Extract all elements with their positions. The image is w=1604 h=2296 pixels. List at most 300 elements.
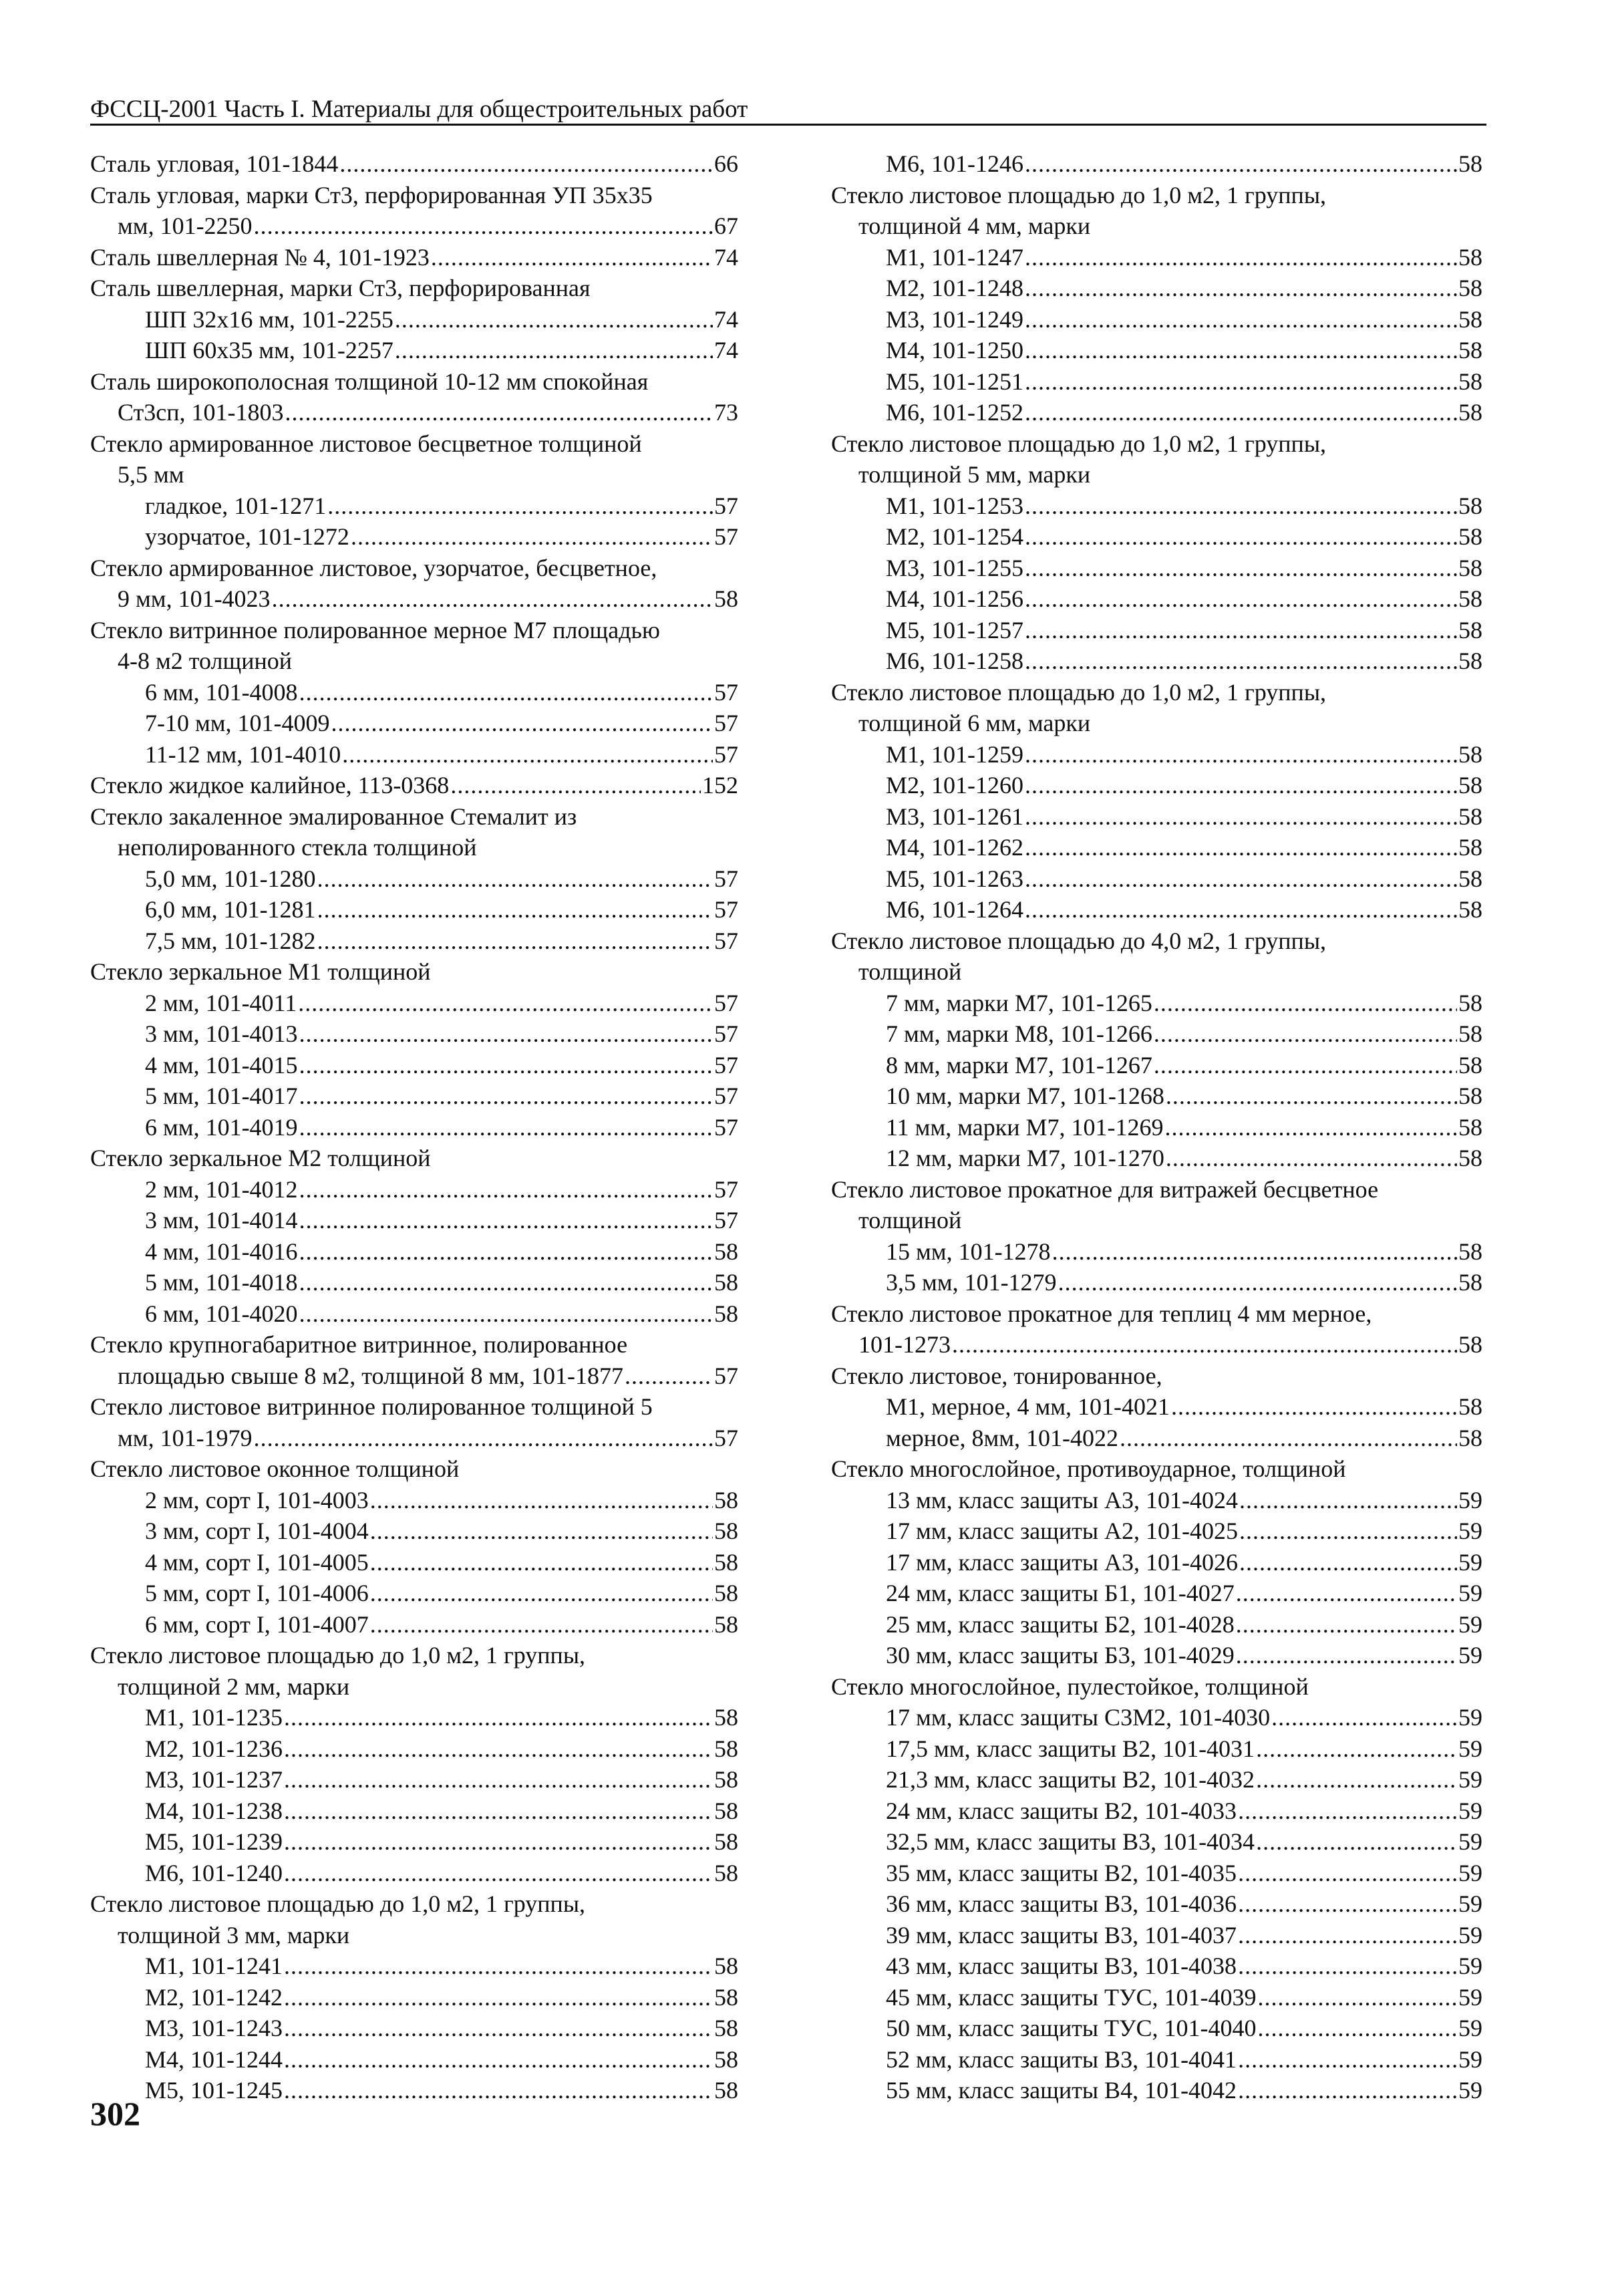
entry-text: М4, 101-1238 [145, 1797, 283, 1824]
dot-leader [1165, 1112, 1458, 1143]
entry-text: М1, 101-1253 [886, 492, 1023, 519]
entry-page-ref: 59 [1458, 1859, 1482, 1886]
dot-leader [284, 1764, 713, 1796]
entry-page-ref: 57 [714, 523, 738, 550]
index-entry [831, 615, 1482, 646]
index-heading [90, 1671, 738, 1703]
entry-page-ref: 58 [1458, 648, 1482, 674]
entry-text: Стекло жидкое калийное, 113-0368 [90, 772, 450, 799]
index-entry [831, 521, 1482, 553]
dot-leader [1025, 770, 1457, 801]
entry-page-ref: 58 [1458, 1051, 1482, 1079]
entry-text: 12 мм, марки М7, 101-1270 [886, 1145, 1164, 1171]
dot-leader [1238, 1888, 1457, 1920]
running-header: ФССЦ-2001 Часть I. Материалы для общестроительных работ [90, 96, 1486, 126]
entry-page-ref: 58 [714, 1735, 738, 1762]
entry-text: М6, 101-1252 [886, 399, 1023, 426]
index-entry [831, 1796, 1482, 1827]
entry-page-ref: 74 [714, 243, 738, 271]
entry-text: неполированного стекла толщиной [118, 834, 477, 861]
entry-text: мм, 101-1979 [118, 1424, 253, 1451]
dot-leader [299, 1174, 713, 1205]
entry-text: М3, 101-1237 [145, 1766, 283, 1793]
index-entry [90, 739, 738, 770]
entry-text: 21,3 мм, класс защиты В2, 101-4032 [886, 1766, 1255, 1793]
index-entry [90, 708, 738, 739]
dot-leader [1025, 335, 1457, 366]
index-entry [90, 1018, 738, 1050]
entry-page-ref: 58 [714, 2015, 738, 2041]
entry-page-ref: 58 [1458, 834, 1482, 861]
index-heading [90, 801, 738, 833]
index-entry [831, 1609, 1482, 1640]
entry-text: 4 мм, 101-4016 [145, 1238, 298, 1265]
index-heading [831, 925, 1482, 957]
entry-text: 24 мм, класс защиты В2, 101-4033 [886, 1797, 1237, 1824]
entry-page-ref: 59 [1458, 1921, 1482, 1949]
index-entry [90, 1764, 738, 1796]
dot-leader [1120, 1423, 1457, 1454]
index-heading [831, 677, 1482, 708]
entry-page-ref: 58 [1458, 337, 1482, 364]
entry-text: Сталь швеллерная, марки Ст3, перфорированная [90, 275, 591, 301]
index-entry [90, 925, 738, 957]
entry-text: 9 мм, 101-4023 [118, 585, 271, 612]
entry-page-ref: 57 [714, 989, 738, 1016]
entry-page-ref: 57 [714, 865, 738, 892]
entry-text: 5 мм, сорт I, 101-4006 [145, 1580, 369, 1606]
entry-text: ШП 32х16 мм, 101-2255 [145, 305, 393, 333]
entry-text: Стекло листовое, тонированное, [831, 1362, 1162, 1389]
dot-leader [339, 148, 713, 180]
index-entry [90, 583, 738, 615]
index-heading [831, 708, 1482, 739]
index-entry [90, 2075, 738, 2106]
dot-leader [299, 677, 713, 708]
entry-text: М5, 101-1257 [886, 616, 1023, 643]
entry-text: толщиной 4 мм, марки [858, 212, 1091, 239]
entry-text: 4 мм, сорт I, 101-4005 [145, 1548, 369, 1576]
entry-page-ref: 58 [714, 1766, 738, 1793]
index-entry [831, 1982, 1482, 2013]
entry-text: мерное, 8мм, 101-4022 [886, 1424, 1118, 1451]
entry-text: М2, 101-1260 [886, 772, 1023, 799]
entry-page-ref: 57 [714, 1051, 738, 1079]
index-entry [831, 1920, 1482, 1951]
index-entry [831, 1485, 1482, 1516]
dot-leader [284, 2013, 713, 2044]
entry-text: 13 мм, класс защиты А3, 101-4024 [886, 1486, 1239, 1514]
index-entry [831, 1578, 1482, 1609]
index-heading [90, 1640, 738, 1671]
index-entry [90, 1609, 738, 1640]
entry-page-ref: 58 [714, 585, 738, 612]
index-column-left [90, 148, 738, 2106]
entry-text: 17 мм, класс защиты С3М2, 101-4030 [886, 1704, 1271, 1731]
entry-text: Ст3сп, 101-1803 [118, 399, 284, 426]
index-entry [90, 1796, 738, 1827]
entry-page-ref: 58 [1458, 1238, 1482, 1265]
entry-page-ref: 58 [1458, 1424, 1482, 1451]
entry-text: 6 мм, 101-4008 [145, 678, 298, 706]
entry-text: М2, 101-1254 [886, 523, 1023, 550]
entry-text: 7 мм, марки М7, 101-1265 [886, 989, 1152, 1016]
entry-text: М5, 101-1245 [145, 2077, 283, 2104]
dot-leader [370, 1547, 713, 1578]
entry-text: толщиной 6 мм, марки [858, 710, 1091, 736]
index-entry [90, 521, 738, 553]
entry-page-ref: 58 [1458, 865, 1482, 892]
entry-page-ref: 58 [714, 1704, 738, 1731]
index-entry [90, 1298, 738, 1330]
index-heading [90, 1888, 738, 1920]
entry-page-ref: 59 [1458, 2077, 1482, 2104]
entry-text: М5, 101-1263 [886, 865, 1023, 892]
dot-leader [1238, 2075, 1457, 2106]
dot-leader [431, 242, 713, 273]
entry-text: М1, 101-1241 [145, 1953, 283, 1979]
dot-leader [299, 1050, 713, 1081]
entry-text: 30 мм, класс защиты Б3, 101-4029 [886, 1642, 1235, 1669]
index-heading [90, 832, 738, 863]
dot-leader [1239, 1516, 1457, 1547]
entry-page-ref: 59 [1458, 1983, 1482, 2011]
index-entry [831, 1516, 1482, 1547]
dot-leader [284, 1826, 713, 1858]
dot-leader [370, 1609, 713, 1640]
index-entry [831, 397, 1482, 428]
entry-text: 5 мм, 101-4018 [145, 1269, 298, 1296]
index-heading [90, 428, 738, 460]
index-entry [90, 2013, 738, 2044]
index-entry [831, 2075, 1482, 2106]
entry-text: М6, 101-1258 [886, 648, 1023, 674]
index-entry [831, 894, 1482, 925]
entry-text: 25 мм, класс защиты Б2, 101-4028 [886, 1610, 1235, 1638]
entry-text: 43 мм, класс защиты В3, 101-4038 [886, 1953, 1237, 1979]
index-heading [90, 459, 738, 490]
index-entry [90, 242, 738, 273]
index-entry [90, 1982, 738, 2013]
entry-text: 2 мм, сорт I, 101-4003 [145, 1486, 369, 1514]
entry-page-ref: 57 [714, 710, 738, 736]
index-entry [90, 677, 738, 708]
entry-text: 7-10 мм, 101-4009 [145, 710, 330, 736]
dot-leader [1025, 521, 1457, 553]
dot-leader [1025, 304, 1457, 335]
entry-text: Стекло листовое площадью до 1,0 м2, 1 группы, [90, 1642, 586, 1669]
index-heading [831, 956, 1482, 988]
dot-leader [1236, 1640, 1457, 1671]
index-heading [831, 428, 1482, 460]
entry-page-ref: 58 [1458, 740, 1482, 768]
entry-text: 52 мм, класс защиты В3, 101-4041 [886, 2045, 1237, 2073]
index-entry [831, 273, 1482, 304]
index-entry [831, 1236, 1482, 1268]
entry-text: толщиной [858, 1207, 962, 1234]
entry-page-ref: 58 [1458, 368, 1482, 395]
index-entry [90, 1174, 738, 1205]
entry-page-ref: 58 [1458, 399, 1482, 426]
index-entry [90, 1267, 738, 1298]
dot-leader [284, 2075, 713, 2106]
dot-leader [1238, 1858, 1457, 1889]
entry-page-ref: 58 [714, 1269, 738, 1296]
index-entry [831, 1267, 1482, 1298]
entry-page-ref: 58 [1458, 1145, 1482, 1171]
entry-text: 7,5 мм, 101-1282 [145, 927, 316, 954]
dot-leader [1025, 894, 1457, 925]
dot-leader [1166, 1143, 1457, 1174]
dot-leader [1238, 1951, 1457, 1982]
index-entry [90, 988, 738, 1019]
dot-leader [1025, 242, 1457, 273]
dot-leader [1154, 1050, 1457, 1081]
index-entry [831, 1640, 1482, 1671]
entry-page-ref: 57 [714, 1175, 738, 1203]
index-entry [90, 304, 738, 335]
entry-page-ref: 57 [714, 1083, 738, 1109]
dot-leader [1166, 1081, 1457, 1112]
index-entry [831, 1733, 1482, 1765]
entry-page-ref: 58 [1458, 989, 1482, 1016]
index-heading [831, 459, 1482, 490]
index-entry [90, 1951, 738, 1982]
index-heading [831, 1360, 1482, 1392]
entry-text: М3, 101-1255 [886, 554, 1023, 581]
entry-page-ref: 58 [1458, 243, 1482, 271]
entry-text: 11 мм, марки М7, 101-1269 [886, 1113, 1164, 1141]
index-heading [90, 1329, 738, 1360]
index-entry [90, 397, 738, 428]
dot-leader [299, 1267, 713, 1298]
index-entry [831, 832, 1482, 863]
dot-leader [952, 1329, 1457, 1360]
entry-page-ref: 58 [1458, 1269, 1482, 1296]
dot-leader [395, 335, 713, 366]
index-entry [831, 1112, 1482, 1143]
entry-page-ref: 59 [1458, 1580, 1482, 1606]
index-entry [90, 1205, 738, 1236]
dot-leader [284, 1982, 713, 2013]
index-entry [831, 366, 1482, 398]
dot-leader [1256, 1826, 1457, 1858]
dot-leader [1239, 1485, 1457, 1516]
index-entry [831, 770, 1482, 801]
index-entry [831, 645, 1482, 677]
entry-text: 17 мм, класс защиты А2, 101-4025 [886, 1518, 1239, 1544]
entry-text: М2, 101-1236 [145, 1735, 283, 1762]
entry-text: Стекло листовое оконное толщиной [90, 1455, 460, 1482]
dot-leader [284, 1702, 713, 1733]
entry-page-ref: 58 [714, 1983, 738, 2011]
entry-text: 36 мм, класс защиты В3, 101-4036 [886, 1890, 1237, 1917]
entry-text: 45 мм, класс защиты ТУС, 101-4039 [886, 1983, 1257, 2011]
entry-text: М4, 101-1250 [886, 337, 1023, 364]
dot-leader [1058, 1267, 1457, 1298]
entry-text: 3 мм, 101-4014 [145, 1207, 298, 1234]
entry-text: 2 мм, 101-4011 [145, 989, 297, 1016]
entry-text: М1, 101-1235 [145, 1704, 283, 1731]
entry-text: М1, 101-1247 [886, 243, 1023, 271]
entry-text: Стекло армированное листовое, узорчатое, бесцветное, [90, 554, 657, 581]
entry-page-ref: 58 [1458, 585, 1482, 612]
entry-page-ref: 57 [714, 740, 738, 768]
entry-text: узорчатое, 101-1272 [145, 523, 349, 550]
entry-text: 5,5 мм [118, 461, 184, 488]
dot-leader [1171, 1391, 1457, 1423]
entry-text: Стекло многослойное, противоударное, толщиной [831, 1455, 1346, 1482]
dot-leader [284, 1858, 713, 1889]
index-entry [831, 1547, 1482, 1578]
index-entry [831, 1081, 1482, 1112]
dot-leader [1239, 1547, 1457, 1578]
entry-text: толщиной [858, 958, 962, 985]
entry-text: 3,5 мм, 101-1279 [886, 1269, 1057, 1296]
entry-text: М4, 101-1262 [886, 834, 1023, 861]
entry-text: Стекло листовое площадью до 1,0 м2, 1 группы, [831, 181, 1327, 208]
dot-leader [284, 2044, 713, 2075]
index-entry [90, 1112, 738, 1143]
entry-text: Стекло зеркальное М2 толщиной [90, 1145, 431, 1171]
index-entry [90, 335, 738, 366]
entry-page-ref: 57 [714, 1207, 738, 1234]
entry-page-ref: 59 [1458, 2045, 1482, 2073]
dot-leader [342, 739, 713, 770]
entry-page-ref: 58 [1458, 150, 1482, 177]
index-entry [90, 863, 738, 895]
entry-text: 4 мм, 101-4015 [145, 1051, 298, 1079]
index-entry [831, 739, 1482, 770]
page-number: 302 [90, 2095, 140, 2132]
dot-leader [1271, 1702, 1457, 1733]
index-entry [90, 2044, 738, 2075]
entry-text: Стекло закаленное эмалированное Стемалит из [90, 803, 577, 830]
index-entry [90, 1826, 738, 1858]
entry-page-ref: 58 [1458, 1020, 1482, 1047]
entry-page-ref: 57 [714, 1113, 738, 1141]
index-entry [90, 1050, 738, 1081]
entry-page-ref: 59 [1458, 1953, 1482, 1979]
dot-leader [254, 210, 713, 242]
entry-text: М1, мерное, 4 мм, 101-4021 [886, 1393, 1170, 1420]
entry-text: 32,5 мм, класс защиты В3, 101-4034 [886, 1828, 1255, 1855]
entry-page-ref: 58 [714, 1859, 738, 1886]
entry-text: толщиной 5 мм, марки [858, 461, 1091, 488]
index-entry [90, 1423, 738, 1454]
dot-leader [1258, 1982, 1457, 2013]
index-entry [831, 490, 1482, 522]
entry-text: мм, 101-2250 [118, 212, 253, 239]
entry-page-ref: 59 [1458, 2015, 1482, 2041]
dot-leader [370, 1516, 713, 1547]
entry-text: 2 мм, 101-4012 [145, 1175, 298, 1203]
dot-leader [1238, 1920, 1457, 1951]
entry-text: 3 мм, сорт I, 101-4004 [145, 1518, 369, 1544]
entry-text: Стекло листовое прокатное для теплиц 4 мм мерное, [831, 1300, 1372, 1327]
entry-page-ref: 59 [1458, 1735, 1482, 1762]
dot-leader [1025, 832, 1457, 863]
entry-text: Сталь широкополосная толщиной 10-12 мм спокойная [90, 368, 649, 395]
index-entry [90, 1236, 738, 1268]
index-entry [831, 242, 1482, 273]
index-heading [831, 1174, 1482, 1205]
index-entry [90, 894, 738, 925]
index-entry [831, 1826, 1482, 1858]
entry-text: 55 мм, класс защиты В4, 101-4042 [886, 2077, 1237, 2104]
entry-text: Стекло листовое прокатное для витражей бесцветное [831, 1175, 1379, 1203]
dot-leader [1256, 1733, 1457, 1765]
index-column-right [831, 148, 1482, 2106]
index-heading [90, 1391, 738, 1423]
dot-leader [327, 490, 713, 522]
entry-page-ref: 58 [714, 1610, 738, 1638]
dot-leader [1236, 1609, 1457, 1640]
entry-page-ref: 59 [1458, 1890, 1482, 1917]
entry-text: 6 мм, 101-4019 [145, 1113, 298, 1141]
index-entry [831, 2013, 1482, 2044]
entry-page-ref: 58 [1458, 554, 1482, 581]
entry-text: Стекло листовое площадью до 4,0 м2, 1 группы, [831, 927, 1327, 954]
entry-page-ref: 74 [714, 305, 738, 333]
entry-text: Стекло листовое витринное полированное толщиной 5 [90, 1393, 653, 1420]
dot-leader [1025, 583, 1457, 615]
dot-leader [1052, 1236, 1457, 1268]
dot-leader [1238, 1796, 1457, 1827]
index-heading [90, 1453, 738, 1485]
entry-text: 6 мм, сорт I, 101-4007 [145, 1610, 369, 1638]
entry-text: 50 мм, класс защиты ТУС, 101-4040 [886, 2015, 1257, 2041]
dot-leader [299, 1205, 713, 1236]
index-entry [90, 1485, 738, 1516]
entry-page-ref: 58 [714, 1548, 738, 1576]
dot-leader [1025, 148, 1457, 180]
dot-leader [395, 304, 713, 335]
index-heading [90, 615, 738, 646]
entry-page-ref: 59 [1458, 1642, 1482, 1669]
entry-page-ref: 58 [714, 1518, 738, 1544]
entry-page-ref: 59 [1458, 1518, 1482, 1544]
entry-page-ref: 58 [1458, 896, 1482, 923]
entry-page-ref: 59 [1458, 1704, 1482, 1731]
index-entry [831, 1764, 1482, 1796]
dot-leader [1025, 397, 1457, 428]
index-entry [90, 148, 738, 180]
dot-leader [284, 1951, 713, 1982]
dot-leader [317, 925, 713, 957]
dot-leader [370, 1578, 713, 1609]
dot-leader [370, 1485, 713, 1516]
index-heading [831, 1298, 1482, 1330]
entry-text: Стекло многослойное, пулестойкое, толщиной [831, 1673, 1309, 1700]
index-entry [831, 148, 1482, 180]
index-heading [90, 1920, 738, 1951]
entry-text: толщиной 2 мм, марки [118, 1673, 350, 1700]
entry-text: 4-8 м2 толщиной [118, 648, 293, 674]
entry-text: Стекло витринное полированное мерное М7 площадью [90, 616, 660, 643]
dot-leader [317, 863, 713, 895]
index-entry [90, 770, 738, 801]
entry-text: М6, 101-1246 [886, 150, 1023, 177]
entry-text: М6, 101-1240 [145, 1859, 283, 1886]
index-entry [831, 1858, 1482, 1889]
entry-page-ref: 58 [1458, 305, 1482, 333]
entry-text: Стекло армированное листовое бесцветное толщиной [90, 430, 642, 457]
dot-leader [1025, 801, 1457, 833]
entry-text: 5 мм, 101-4017 [145, 1083, 298, 1109]
entry-page-ref: 58 [714, 1238, 738, 1265]
dot-leader [254, 1423, 713, 1454]
